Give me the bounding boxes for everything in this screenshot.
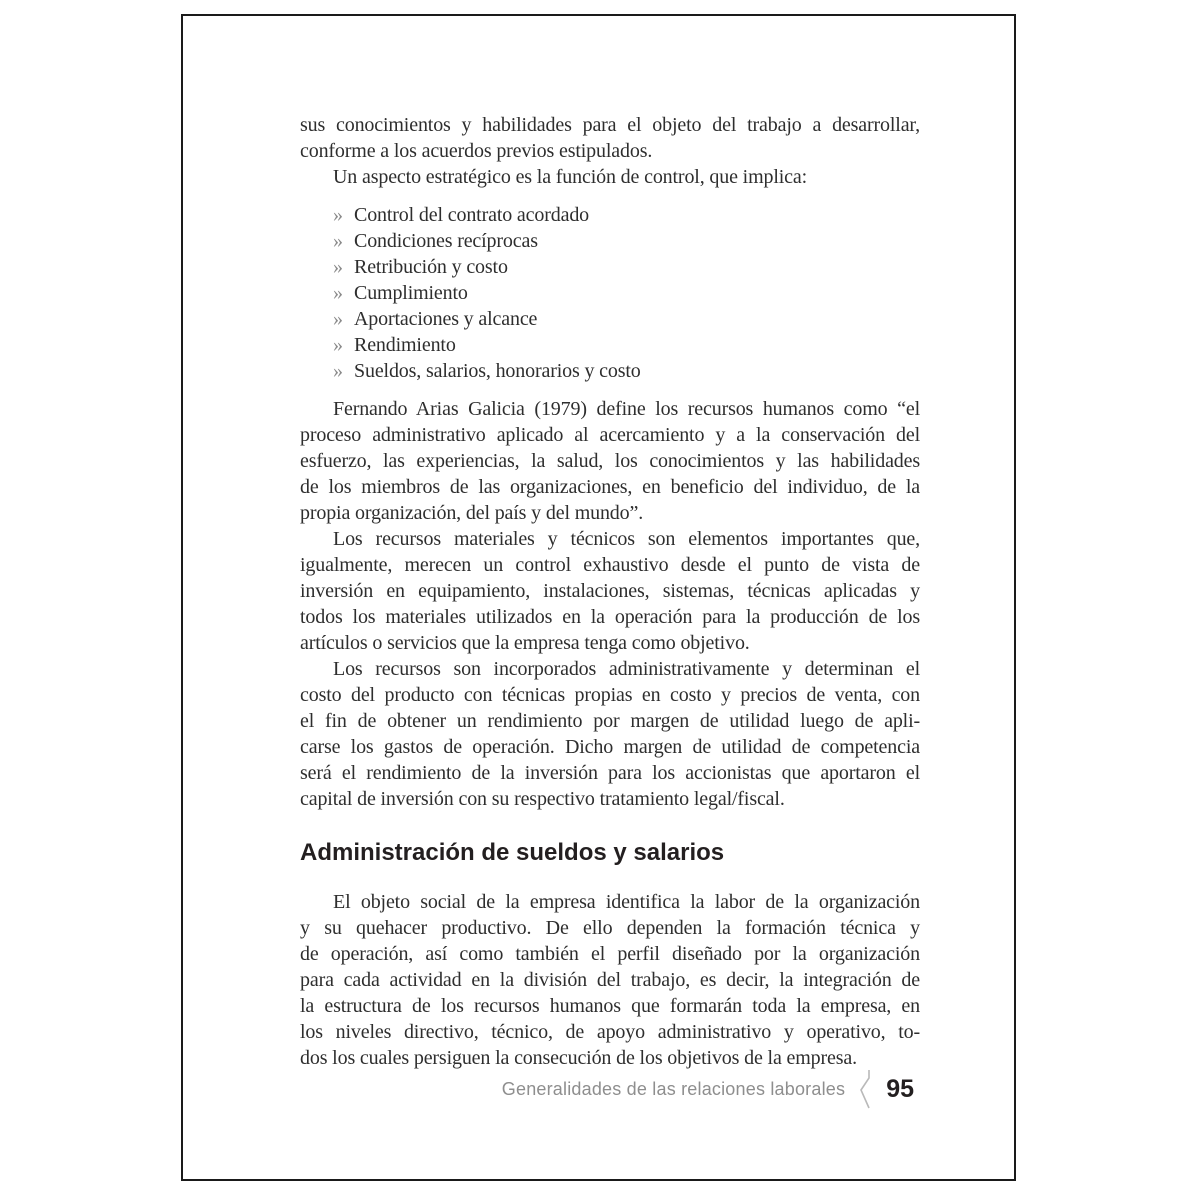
bullet-text: Aportaciones y alcance: [354, 308, 538, 330]
paragraph: [300, 112, 920, 164]
text-line: inversión en equipamiento, instalaciones, sistemas, técnicas aplicadas y: [300, 580, 920, 602]
bullet-text: Retribución y costo: [354, 256, 508, 278]
text-line: y su quehacer productivo. De ello dependen la formación técnica y: [300, 917, 920, 939]
text-line: los niveles directivo, técnico, de apoyo administrativo y operativo, to-: [300, 1021, 920, 1043]
text-line: propia organización, del país y del mundo”.: [300, 502, 644, 524]
text-line: costo del producto con técnicas propias en costo y precios de venta, con: [300, 684, 920, 706]
paragraph: [300, 396, 920, 526]
running-footer-label: Generalidades de las relaciones laborales: [501, 1078, 846, 1099]
text-line: capital de inversión con su respectivo tratamiento legal/fiscal.: [300, 788, 785, 810]
bullet-text: Condiciones recíprocas: [354, 230, 538, 252]
chevron-ornament-icon: [858, 1069, 873, 1109]
text-line: carse los gastos de operación. Dicho margen de utilidad de competencia: [300, 736, 920, 758]
text-line: artículos o servicios que la empresa tenga como objetivo.: [300, 632, 750, 654]
section-heading: Administración de sueldos y salarios: [300, 839, 725, 866]
guillemet-bullet-icon: »: [333, 334, 343, 356]
guillemet-bullet-icon: »: [333, 256, 343, 278]
bullet-item: [300, 202, 920, 228]
text-line: El objeto social de la empresa identifica la labor de la organización: [333, 891, 920, 913]
guillemet-bullet-icon: »: [333, 282, 343, 304]
paragraph: [300, 656, 920, 812]
page-number: 95: [886, 1074, 914, 1103]
text-line: proceso administrativo aplicado al acercamiento y a la conservación del: [300, 424, 920, 446]
running-footer: [502, 1069, 914, 1109]
guillemet-bullet-icon: »: [333, 308, 343, 330]
text-line: conforme a los acuerdos previos estipulados.: [300, 140, 653, 162]
text-line: la estructura de los recursos humanos que formarán toda la empresa, en: [300, 995, 920, 1017]
text-line: Los recursos materiales y técnicos son elementos importantes que,: [333, 528, 920, 550]
text-line: será el rendimiento de la inversión para los accionistas que aportaron el: [300, 762, 920, 784]
text-line: el fin de obtener un rendimiento por margen de utilidad luego de apli-: [300, 710, 920, 732]
bullet-item: [300, 358, 920, 384]
guillemet-bullet-icon: »: [333, 204, 343, 226]
text-line: dos los cuales persiguen la consecución de los objetivos de la empresa.: [300, 1047, 857, 1069]
bullet-item: [300, 332, 920, 358]
bullet-item: [300, 280, 920, 306]
bullet-item: [300, 306, 920, 332]
text-line: todos los materiales utilizados en la operación para la producción de los: [300, 606, 920, 628]
guillemet-bullet-icon: »: [333, 230, 343, 252]
text-line: para cada actividad en la división del trabajo, es decir, la integración de: [300, 969, 920, 991]
bullet-text: Control del contrato acordado: [354, 204, 590, 226]
text-line: de los miembros de las organizaciones, en beneficio del individuo, de la: [300, 476, 920, 498]
page-frame: [181, 14, 1016, 1181]
text-line: Los recursos son incorporados administrativamente y determinan el: [333, 658, 920, 680]
bullet-list: [300, 202, 920, 384]
bullet-item: [300, 254, 920, 280]
guillemet-bullet-icon: »: [333, 360, 343, 382]
bullet-text: Rendimiento: [354, 334, 456, 356]
text-column: [300, 112, 920, 1071]
bullet-text: Cumplimiento: [354, 282, 468, 304]
bullet-item: [300, 228, 920, 254]
text-line: sus conocimientos y habilidades para el objeto del trabajo a desarrollar,: [300, 114, 920, 136]
text-line: Fernando Arias Galicia (1979) define los recursos humanos como “el: [333, 398, 920, 420]
bullet-text: Sueldos, salarios, honorarios y costo: [354, 360, 641, 382]
text-line: de operación, así como también el perfil diseñado por la organización: [300, 943, 920, 965]
paragraph: [300, 526, 920, 656]
text-line: esfuerzo, las experiencias, la salud, los conocimientos y las habilidades: [300, 450, 920, 472]
paragraph: [300, 164, 920, 190]
text-line: Un aspecto estratégico es la función de control, que implica:: [333, 166, 808, 188]
text-line: igualmente, merecen un control exhaustivo desde el punto de vista de: [300, 554, 920, 576]
paragraph: [300, 889, 920, 1071]
